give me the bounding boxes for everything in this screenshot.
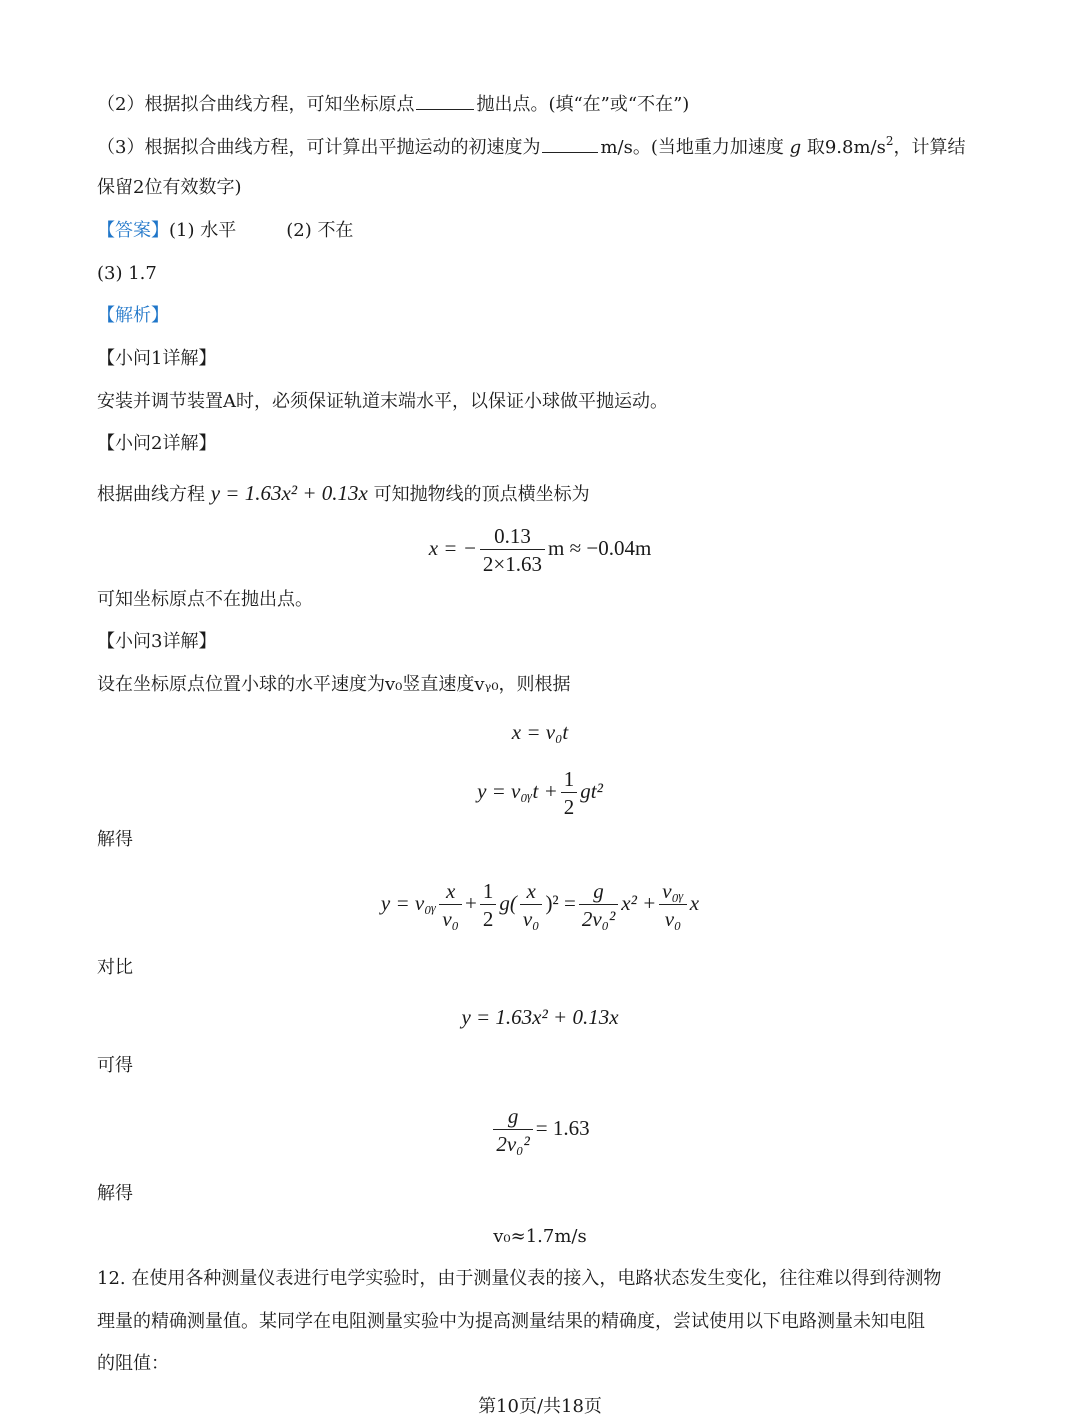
answer-blank-2 <box>416 91 474 110</box>
eq2-f2-den: 2 <box>482 906 494 931</box>
sub-question-1-title: 【小问1详解】 <box>97 348 217 369</box>
eq2-f4-num: g <box>579 878 618 905</box>
eq2-f3-den: v₀ <box>522 906 540 931</box>
eq-y-fraction <box>561 766 578 821</box>
eq2-a: y = v₀ᵧ <box>380 891 437 915</box>
eq2-frac-2 <box>480 878 497 933</box>
analysis-tag: 【解析】 <box>97 305 169 326</box>
page-footer: 第10页/共18页 <box>478 1396 602 1417</box>
eq2-f5-den: v₀ <box>664 906 682 931</box>
eq4-fraction <box>493 1103 532 1158</box>
answer-line <box>97 219 997 243</box>
answer-blank-3 <box>542 134 598 153</box>
question-12-line-3: 的阻值： <box>97 1353 169 1374</box>
coefficient-equation <box>0 1100 1080 1158</box>
question-3-text-a: （3）根据拟合曲线方程，可计算出平抛运动的初速度为 <box>97 137 541 158</box>
question-3-continuation: 保留2位有效数字) <box>97 177 242 198</box>
eq2-frac-1 <box>439 878 462 933</box>
fit-equation: y = 1.63x² + 0.13x <box>461 1005 619 1029</box>
equation-y <box>0 763 1080 821</box>
eq2-x: x <box>689 891 700 915</box>
vertex-eq-right: m ≈ −0.04m <box>547 536 652 560</box>
question-2-text-b: 抛出点。(填“在”或“不在”) <box>476 94 690 115</box>
vertex-equation <box>0 520 1080 578</box>
sub-2-text-b: 可知抛物线的顶点横坐标为 <box>373 484 590 505</box>
solve-label-1: 解得 <box>97 829 133 850</box>
square-superscript: 2 <box>885 134 894 148</box>
answer-tag: 【答案】 <box>97 220 169 241</box>
question-2-line <box>97 91 997 117</box>
eq2-frac-5 <box>659 878 686 933</box>
eq4-right: = 1.63 <box>535 1116 590 1140</box>
sub-question-3-title: 【小问3详解】 <box>97 631 217 652</box>
question-12-line-2: 理量的精确测量值。某同学在电阻测量实验中为提高测量结果的精确度，尝试使用以下电路测量未知电阻 <box>97 1311 925 1332</box>
eq-y-num: 1 <box>561 766 578 793</box>
question-2-text-a: （2）根据拟合曲线方程，可知坐标原点 <box>97 94 415 115</box>
eq2-f1-num: x <box>439 878 462 905</box>
eq-y-left: y = v₀ᵧt + <box>477 779 558 803</box>
derived-equation <box>0 875 1080 933</box>
sub-question-3-text: 设在坐标原点位置小球的水平速度为v₀竖直速度vᵧ₀，则根据 <box>97 674 571 695</box>
sub-question-1-text: 安装并调节装置A时，必须保证轨道末端水平，以保证小球做平抛运动。 <box>97 391 668 412</box>
eq2-f1-den: v₀ <box>442 906 459 931</box>
eq2-f5-num: v₀ᵧ <box>659 878 686 905</box>
curve-equation-inline: y = 1.63x² + 0.13x <box>210 481 368 505</box>
answer-part-2: (2) 不在 <box>286 220 354 241</box>
question-3-text-d: ，计算结 <box>893 137 966 158</box>
compare-label: 对比 <box>97 957 133 978</box>
vertex-eq-left: x = − <box>428 536 477 560</box>
answer-part-3: (3) 1.7 <box>97 263 157 284</box>
eq2-frac-4 <box>579 878 618 933</box>
question-12-line-1: 12. 在使用各种测量仪表进行电学实验时，由于测量仪表的接入，电路状态发生变化，往往难以得到待测物 <box>97 1268 942 1289</box>
obtain-label: 可得 <box>97 1055 133 1076</box>
vertex-eq-den: 2×1.63 <box>482 551 542 576</box>
sub-question-2-title: 【小问2详解】 <box>97 433 217 454</box>
vertex-eq-fraction <box>480 523 545 578</box>
answer-part-1: (1) 水平 <box>169 220 237 241</box>
sub-2-text-a: 根据曲线方程 <box>97 484 205 505</box>
vertex-eq-num: 0.13 <box>480 523 545 550</box>
eq4-num: g <box>493 1103 532 1130</box>
eq2-f2-num: 1 <box>480 878 497 905</box>
sub-question-2-text <box>97 481 997 507</box>
eq2-frac-3 <box>520 878 543 933</box>
solve-label-2: 解得 <box>97 1183 133 1204</box>
eq2-f3-num: x <box>520 878 543 905</box>
eq2-close: )² = <box>545 891 576 915</box>
eq2-plus: + <box>464 891 477 915</box>
eq2-x2: x² + <box>621 891 657 915</box>
equation-x: x = v₀t <box>511 720 569 744</box>
question-3-line <box>97 134 1017 160</box>
eq4-den: 2v₀² <box>496 1131 530 1156</box>
question-3-text-c: 取9.8m/s <box>806 137 886 158</box>
eq2-g-paren: g( <box>499 891 517 915</box>
gravity-symbol: g <box>789 137 802 158</box>
sub-question-2-conclusion: 可知坐标原点不在抛出点。 <box>97 589 313 610</box>
eq2-f4-den: 2v₀² <box>581 906 616 931</box>
final-result: v₀≈1.7m/s <box>493 1226 587 1247</box>
eq-y-right: gt² <box>580 779 603 803</box>
question-3-text-b: m/s。(当地重力加速度 <box>600 137 784 158</box>
eq-y-den: 2 <box>563 794 575 819</box>
